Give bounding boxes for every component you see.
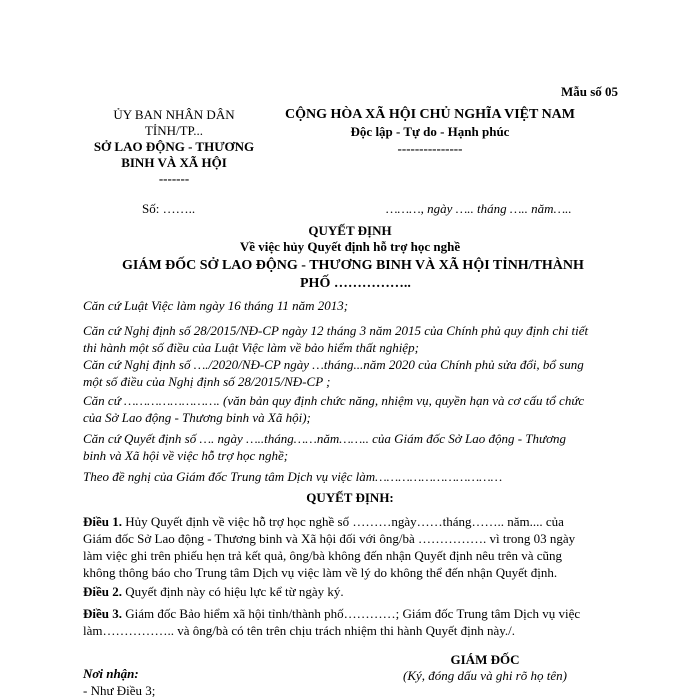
- agency-divider: -------: [158, 171, 190, 186]
- recipient-item: - Như Điều 3;: [83, 683, 156, 698]
- authority-line-1: GIÁM ĐỐC SỞ LAO ĐỘNG - THƯƠNG BINH VÀ XÃ HỘI TỈNH/THÀNH: [122, 258, 584, 273]
- decision-heading: QUYẾT ĐỊNH:: [306, 490, 394, 505]
- agency-line-3: SỞ LAO ĐỘNG - THƯƠNG: [93, 139, 255, 154]
- issuing-agency: [74, 107, 274, 187]
- article-1: Điều 1. Hủy Quyết định về việc hỗ trợ học nghề số ………ngày……tháng…….. năm.... của Giám đốc Sở Lao động - Thương binh và Xã hội đối với ông/bà ……………. vì trong 03 ngày làm việc ghi trên phiếu hẹn trả kết quả, ông/bà không đến nhận Quyết định nêu trên và cũng không thông báo cho Trung tâm Dịch vụ việc làm về lý do không thể đến nhận Quyết định.: [83, 514, 576, 580]
- agency-line-2: TỈNH/TP...: [144, 123, 204, 138]
- motto-divider: ---------------: [397, 141, 463, 156]
- authority-line-2: PHỐ ……………..: [300, 276, 411, 291]
- article-2: Điều 2. Quyết định này có hiệu lực kể từ ngày ký.: [83, 584, 344, 599]
- article-3: Điều 3. Giám đốc Bảo hiểm xã hội tỉnh/thành phố…………; Giám đốc Trung tâm Dịch vụ việc làm…………….. và ông/bà có tên trên chịu trách nhiệm thi hành Quyết định này./.: [83, 606, 581, 638]
- document-number: Số: ……..: [142, 201, 196, 216]
- country-name: CỘNG HÒA XÃ HỘI CHỦ NGHĨA VIỆT NAM: [284, 107, 575, 122]
- signer-note: (Ký, đóng dấu và ghi rõ họ tên): [403, 668, 567, 683]
- agency-line-4: BINH VÀ XÃ HỘI: [121, 155, 227, 170]
- article-2-label: Điều 2.: [83, 584, 122, 599]
- form-number: Mẫu số 05: [560, 84, 618, 99]
- document-date: ………, ngày ….. tháng ….. năm…..: [386, 201, 572, 216]
- article-1-label: Điều 1.: [83, 514, 122, 529]
- document-title: QUYẾT ĐỊNH: [308, 223, 392, 238]
- basis-6: Theo đề nghị của Giám đốc Trung tâm Dịch vụ việc làm……………………………: [83, 469, 503, 484]
- basis-4: Căn cứ ……………………. (văn bản quy định chức năng, nhiệm vụ, quyền hạn và cơ cấu tổ chức của Sở Lao động - Thương binh và Xã hội);: [83, 393, 585, 425]
- basis-5: Căn cứ Quyết định số …. ngày …..tháng……năm…….. của Giám đốc Sở Lao động - Thương binh và Xã hội về việc hỗ trợ học nghề;: [83, 431, 567, 463]
- motto: Độc lập - Tự do - Hạnh phúc: [350, 124, 510, 139]
- basis-1: Căn cứ Luật Việc làm ngày 16 tháng 11 năm 2013;: [83, 298, 349, 313]
- article-3-label: Điều 3.: [83, 606, 122, 621]
- agency-line-1: ỦY BAN NHÂN DÂN: [113, 107, 235, 122]
- basis-3: Căn cứ Nghị định số …./2020/NĐ-CP ngày …tháng...năm 2020 của Chính phủ sửa đổi, bổ sung một số điều của Nghị định số 28/2015/NĐ-CP ;: [83, 357, 584, 389]
- national-motto: [270, 106, 590, 157]
- document-subtitle: Về việc hủy Quyết định hỗ trợ học nghề: [239, 239, 461, 254]
- signer-title: GIÁM ĐỐC: [450, 652, 520, 667]
- basis-2: Căn cứ Nghị định số 28/2015/NĐ-CP ngày 12 tháng 3 năm 2015 của Chính phủ quy định chi tiết thi hành một số điều của Luật Việc làm về bảo hiểm thất nghiệp;: [83, 323, 589, 355]
- recipients-label: Nơi nhận:: [83, 666, 139, 681]
